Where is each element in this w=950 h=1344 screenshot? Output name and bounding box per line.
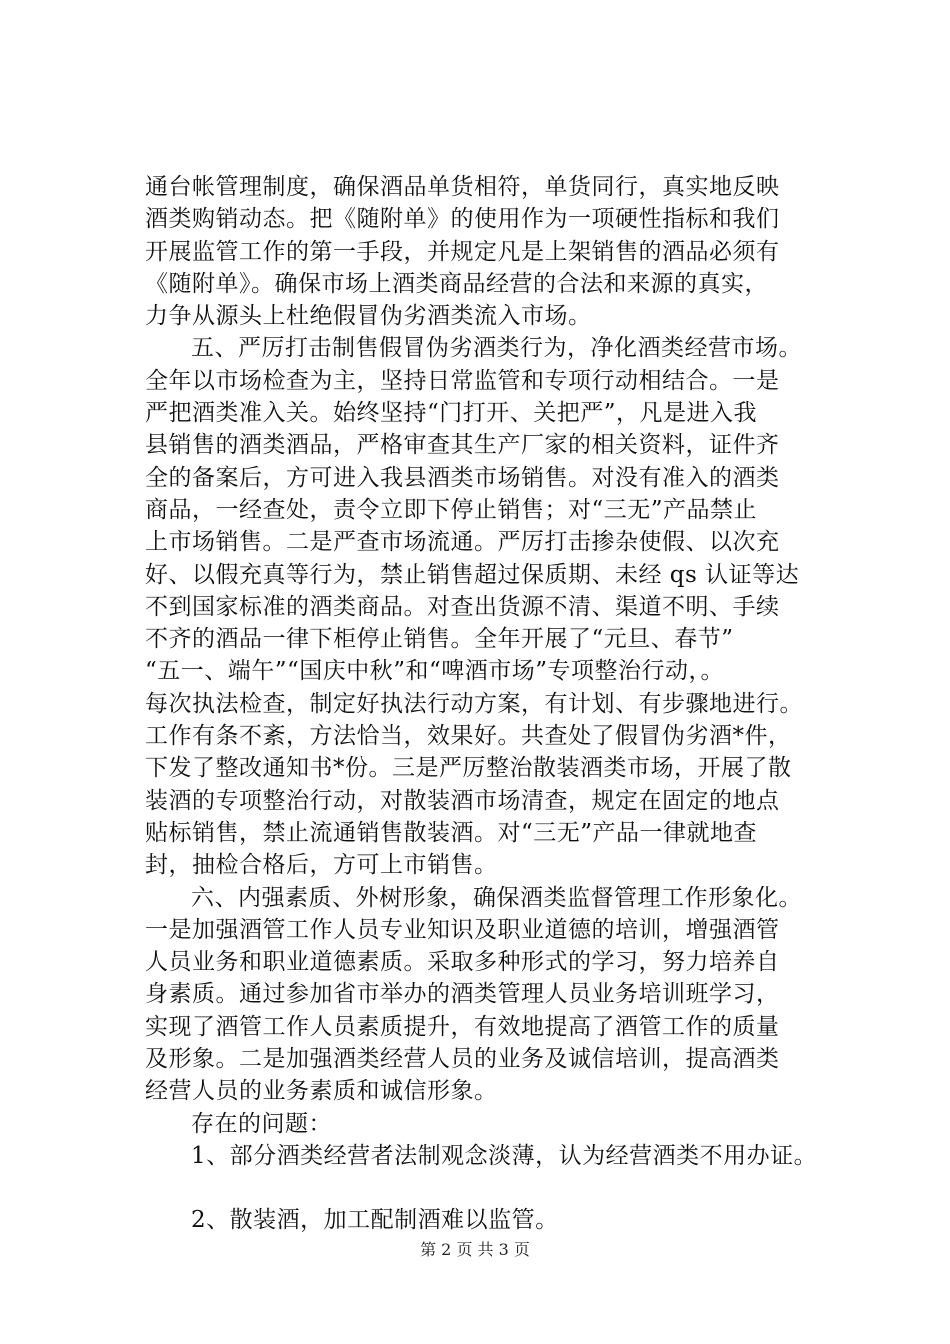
- text-line: 《随附单》。确保市场上酒类商品经营的合法和来源的真实，: [145, 270, 768, 297]
- text-line: 装酒的专项整治行动，对散装酒市场清查，规定在固定的地点: [145, 787, 780, 814]
- text-line: 一是加强酒管工作人员专业知识及职业道德的培训，增强酒管: [145, 916, 780, 943]
- text-line: 好、以假充真等行为，禁止销售超过保质期、未经 qs 认证等达: [145, 561, 800, 588]
- text-line: “五一、端午”“国庆中秋”和“啤酒市场”专项整治行动，。: [145, 658, 725, 685]
- section-heading-6: 六、内强素质、外树形象，确保酒类监督管理工作形象化。: [191, 884, 802, 911]
- text-line: 不齐的酒品一律下柜停止销售。全年开展了“元旦、春节”: [145, 626, 734, 653]
- text-line: 上市场销售。二是严查市场流通。严厉打击掺杂使假、以次充: [145, 529, 780, 556]
- text-line: 县销售的酒类酒品，严格审查其生产厂家的相关资料，证件齐: [145, 432, 780, 459]
- page-number-footer: 第 2 页 共 3 页: [420, 1240, 530, 1259]
- text-line: 经营人员的业务素质和诚信形象。: [145, 1078, 498, 1105]
- text-line: 人员业务和职业道德素质。采取多种形式的学习，努力培养自: [145, 949, 780, 976]
- text-line: 酒类购销动态。把《随附单》的使用作为一项硬性指标和我们: [145, 206, 780, 233]
- text-line: 不到国家标准的酒类商品。对查出货源不清、渠道不明、手续: [145, 593, 780, 620]
- problem-item-2: 2、散装酒，加工配制酒难以监管。: [191, 1207, 559, 1234]
- text-line: 开展监管工作的第一手段，并规定凡是上架销售的酒品必须有: [145, 238, 780, 265]
- text-line: 通台帐管理制度，确保酒品单货相符，单货同行，真实地反映: [145, 174, 780, 200]
- text-line: 工作有条不紊，方法恰当，效果好。共查处了假冒伪劣酒*件，: [145, 723, 792, 750]
- text-line: 每次执法检查，制定好执法行动方案，有计划、有步骤地进行。: [145, 690, 803, 717]
- text-line: 封，抽检合格后，方可上市销售。: [145, 852, 498, 879]
- text-line: 及形象。二是加强酒类经营人员的业务及诚信培训，提高酒类: [145, 1046, 780, 1073]
- document-body: [145, 171, 865, 1237]
- problems-heading: 存在的问题：: [191, 1110, 332, 1137]
- text-line: 力争从源头上杜绝假冒伪劣酒类流入市场。: [145, 303, 592, 330]
- paragraph-gap: [145, 1172, 865, 1204]
- text-line: 全的备案后，方可进入我县酒类市场销售。对没有准入的酒类: [145, 464, 780, 491]
- problem-item-1: 1、部分酒类经营者法制观念淡薄，认为经营酒类不用办证。: [191, 1142, 818, 1169]
- text-line: 实现了酒管工作人员素质提升，有效地提高了酒管工作的质量: [145, 1013, 780, 1040]
- text-line: 商品，一经查处，责令立即下停止销售；对“三无”产品禁止: [145, 496, 758, 523]
- text-line: 严把酒类准入关。始终坚持“门打开、关把严”，凡是进入我: [145, 400, 758, 427]
- text-line: 全年以市场检查为主，坚持日常监管和专项行动相结合。一是: [145, 367, 780, 394]
- section-heading-5: 五、严厉打击制售假冒伪劣酒类行为，净化酒类经营市场。: [191, 335, 802, 362]
- text-line: 贴标销售，禁止流通销售散装酒。对“三无”产品一律就地查: [145, 819, 758, 846]
- text-line: 下发了整改通知书*份。三是严厉整治散装酒类市场，开展了散: [145, 755, 792, 782]
- text-line: 身素质。通过参加省市举办的酒类管理人员业务培训班学习，: [145, 981, 780, 1008]
